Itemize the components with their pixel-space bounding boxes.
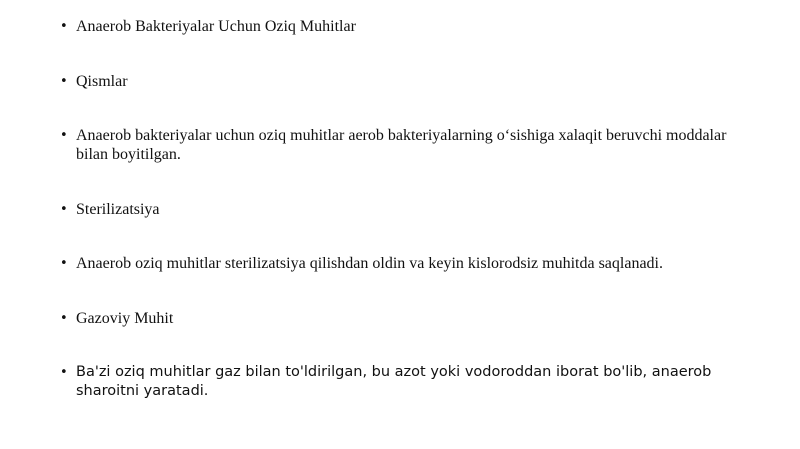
bullet-text: Qismlar [76, 73, 128, 90]
bullet-text: Ba'zi oziq muhitlar gaz bilan to'ldirilgan, bu azot yoki vodoroddan iborat bo'lib, anaerob sharoitni yaratadi. [76, 364, 712, 399]
bullet-item-qismlar [60, 72, 740, 91]
bullet-dot-icon: • [60, 256, 68, 271]
bullet-item-sterilizatsiya [60, 200, 740, 219]
bullet-text: Gazoviy Muhit [76, 310, 174, 327]
bullet-dot-icon: • [60, 365, 68, 380]
bullet-text: Sterilizatsiya [76, 201, 160, 218]
bullet-dot-icon: • [60, 311, 68, 326]
bullet-text: Anaerob Bakteriyalar Uchun Oziq Muhitlar [76, 18, 356, 35]
bullet-item-title [60, 17, 740, 36]
bullet-item-gazoviy-muhit [60, 309, 740, 328]
bullet-dot-icon: • [60, 74, 68, 89]
bullet-text: Anaerob oziq muhitlar sterilizatsiya qilishdan oldin va keyin kislorodsiz muhitda saqlanadi. [76, 255, 663, 272]
bullet-item-gas-detail [60, 363, 740, 401]
bullet-dot-icon: • [60, 19, 68, 34]
bullet-dot-icon: • [60, 128, 68, 143]
bullet-item-sterilization-detail [60, 254, 740, 273]
bullet-item-description [60, 126, 740, 164]
bullet-dot-icon: • [60, 202, 68, 217]
bullet-text: Anaerob bakteriyalar uchun oziq muhitlar aerob bakteriyalarning o‘sishiga xalaqit beruvchi moddalar bilan boyitilgan. [76, 127, 727, 163]
